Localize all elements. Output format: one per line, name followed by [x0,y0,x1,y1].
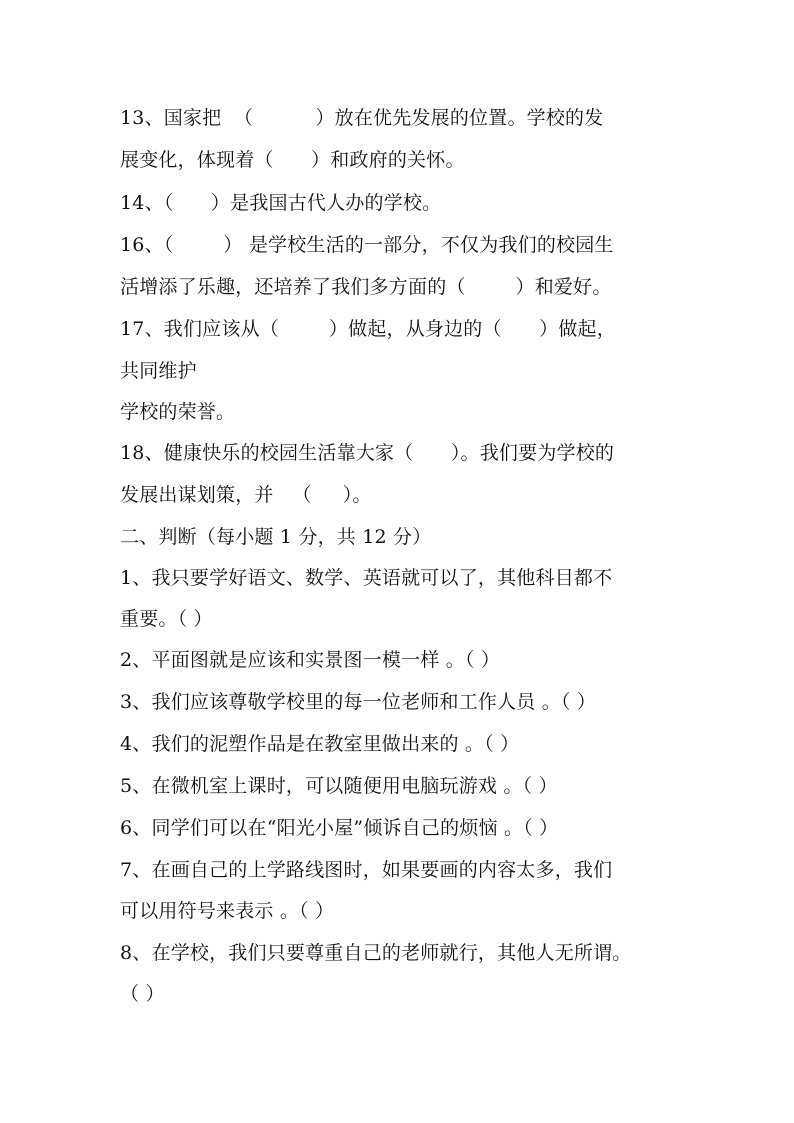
judgment-question-6: 6、同学们可以在“阳光小屋”倾诉自己的烦恼 。（ ） [120,817,559,839]
fill-blank-question-17-line-1: 17、我们应该从（ ）做起，从身边的（ ）做起， [120,318,616,340]
fill-blank-question-16-line-1: 16、（ ） 是学校生活的一部分，不仅为我们的校园生 [120,234,614,256]
fill-blank-question-18-line-2: 发展出谋划策，并 （ ）。 [120,484,372,506]
judgment-question-1-line-1: 1、我只要学好语文、数学、英语就可以了，其他科目都不 [120,567,613,589]
judgment-question-3: 3、我们应该尊敬学校里的每一位老师和工作人员 。（ ） [120,691,597,713]
judgment-question-7-line-1: 7、在画自己的上学路线图时，如果要画的内容太多，我们 [120,859,613,881]
judgment-question-4: 4、我们的泥塑作品是在教室里做出来的 。（ ） [120,733,520,755]
fill-blank-question-17-line-3: 学校的荣誉。 [120,401,236,423]
section-heading-judgment: 二、判断（每小题 1 分，共 12 分） [120,526,432,548]
judgment-question-2: 2、平面图就是应该和实景图一模一样 。（ ） [120,649,501,671]
judgment-question-7-line-2: 可以用符号来表示 。（ ） [120,900,335,922]
fill-blank-question-16-line-2: 活增添了乐趣，还培养了我们多方面的（ ）和爱好。 [120,276,612,298]
judgment-question-1-line-2: 重要。（ ） [120,608,213,630]
fill-blank-question-17-line-2: 共同维护 [120,360,197,382]
judgment-question-8-line-2: （ ） [120,983,165,1005]
judgment-question-8-line-1: 8、在学校，我们只要尊重自己的老师就行，其他人无所谓。 [120,942,632,964]
fill-blank-question-13-line-1: 13、国家把 （ ）放在优先发展的位置。学校的发 [120,107,604,129]
fill-blank-question-14: 14、（ ）是我国古代人办的学校。 [120,192,442,214]
judgment-question-5: 5、在微机室上课时，可以随便用电脑玩游戏 。（ ） [120,775,558,797]
fill-blank-question-13-line-2: 展变化，体现着（ ）和政府的关怀。 [120,149,465,171]
fill-blank-question-18-line-1: 18、健康快乐的校园生活靠大家（ ）。我们要为学校的 [120,442,615,464]
